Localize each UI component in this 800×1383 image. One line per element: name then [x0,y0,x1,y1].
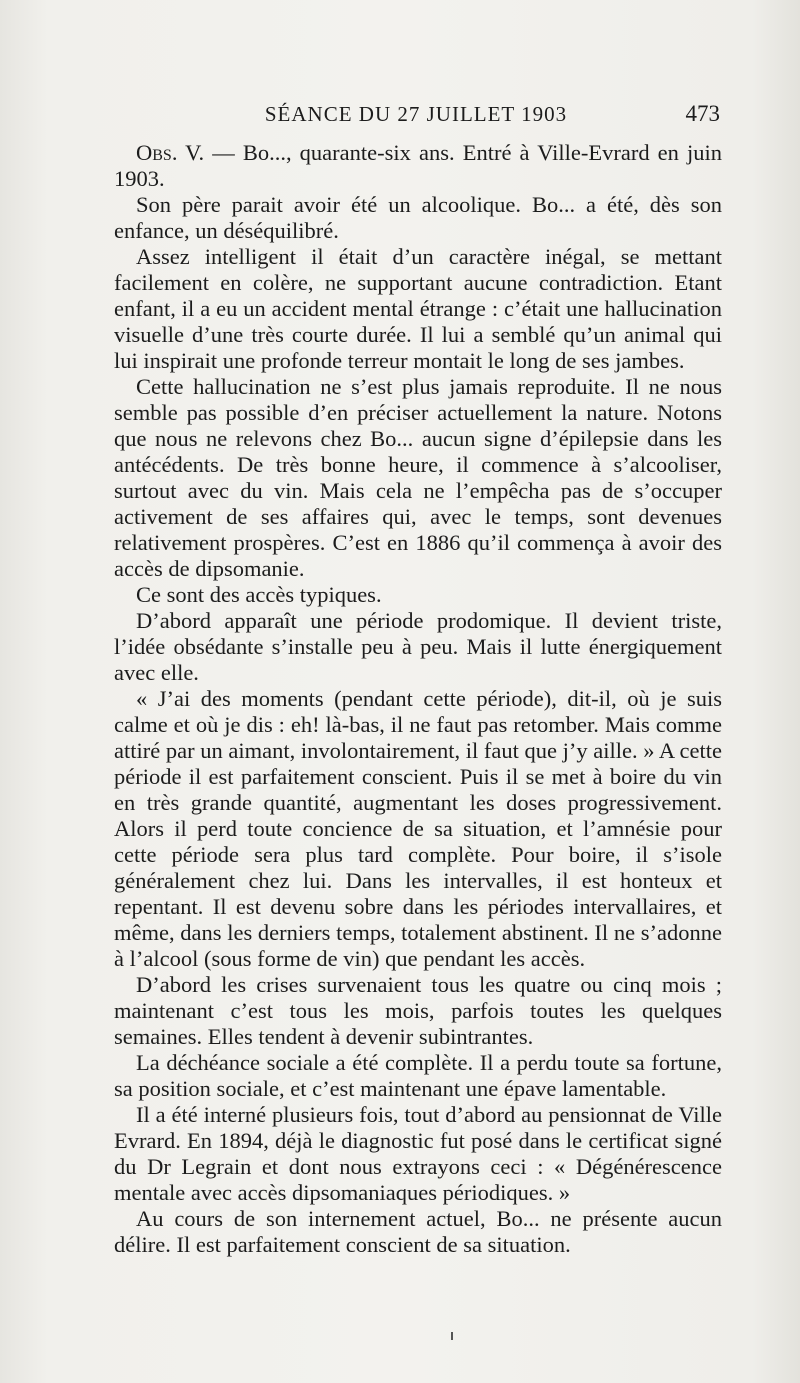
observation-label: Obs. V. [136,140,205,165]
running-title: SÉANCE DU 27 JUILLET 1903 [264,102,568,126]
paragraph: D’abord les crises survenaient tous les quatre ou cinq mois ; maintenant c’est tous les mois, parfois toutes les quelques semaines. Elles tendent à devenir subintrantes. [114,972,722,1049]
paragraph: La déchéance sociale a été complète. Il a perdu toute sa fortune, sa position sociale, et c’est maintenant une épave lamentable. [114,1050,722,1101]
paragraph: D’abord apparaît une période prodomique. Il devient triste, l’idée obsédante s’installe peu à peu. Mais il lutte énergiquement avec elle. [114,608,722,685]
paragraph: Son père parait avoir été un alcoolique. Bo... a été, dès son enfance, un déséquilibré. [114,192,722,243]
paragraph: Il a été interné plusieurs fois, tout d’abord au pensionnat de Ville Evrard. En 1894, déjà le diagnostic fut posé dans le certificat signé du Dr Legrain et dont nous extrayons ceci : « Dégénérescence mentale avec accès dipsomaniaques périodiques. » [114,1102,722,1205]
paragraph: Ce sont des accès typiques. [136,582,382,607]
paragraph: Assez intelligent il était d’un caractère inégal, se mettant facilement en colère, ne supportant aucune contradiction. Etant enfant, il a eu un accident mental étrange : c’était une hallucination visuelle d’une très courte durée. Il lui a semblé qu’un animal qui lui inspirait une profonde terreur montait le long de ses jambes. [114,244,722,373]
print-mark [451,1332,453,1340]
page-number: 473 [685,101,720,126]
paragraph [114,140,722,192]
body-text [114,140,722,1258]
paragraph-text: — Bo..., quarante-six ans. Entré à Ville-Evrard en juin 1903. [114,140,723,191]
paragraph: Cette hallucination ne s’est plus jamais reproduite. Il ne nous semble pas possible d’en préciser actuellement la nature. Notons que nous ne relevons chez Bo... aucun signe d’épilepsie dans les antécédents. De très bonne heure, il commence à s’alcooliser, surtout avec du vin. Mais cela ne l’empêcha pas de s’occuper activement de ses affaires qui, avec le temps, sont devenues relativement prospères. C’est en 1886 qu’il commença à avoir des accès de dipsomanie. [114,374,722,581]
paragraph: « J’ai des moments (pendant cette période), dit-il, où je suis calme et où je dis : eh! là-bas, il ne faut pas retomber. Mais comme attiré par un aimant, involontairement, il faut que j’y aille. » A cette période il est parfaitement conscient. Puis il se met à boire du vin en très grande quantité, augmentant les doses progressivement. Alors il perd toute concience de sa situation, et l’amnésie pour cette période sera plus tard complète. Pour boire, il s’isole généralement chez lui. Dans les intervalles, il est honteux et repentant. Il est devenu sobre dans les périodes intervallaires, et même, dans les derniers temps, totalement abstinent. Il ne s’adonne à l’alcool (sous forme de vin) que pendant les accès. [114,686,722,971]
running-head [112,96,720,132]
paragraph: Au cours de son internement actuel, Bo... ne présente aucun délire. Il est parfaitement conscient de sa situation. [114,1206,722,1257]
